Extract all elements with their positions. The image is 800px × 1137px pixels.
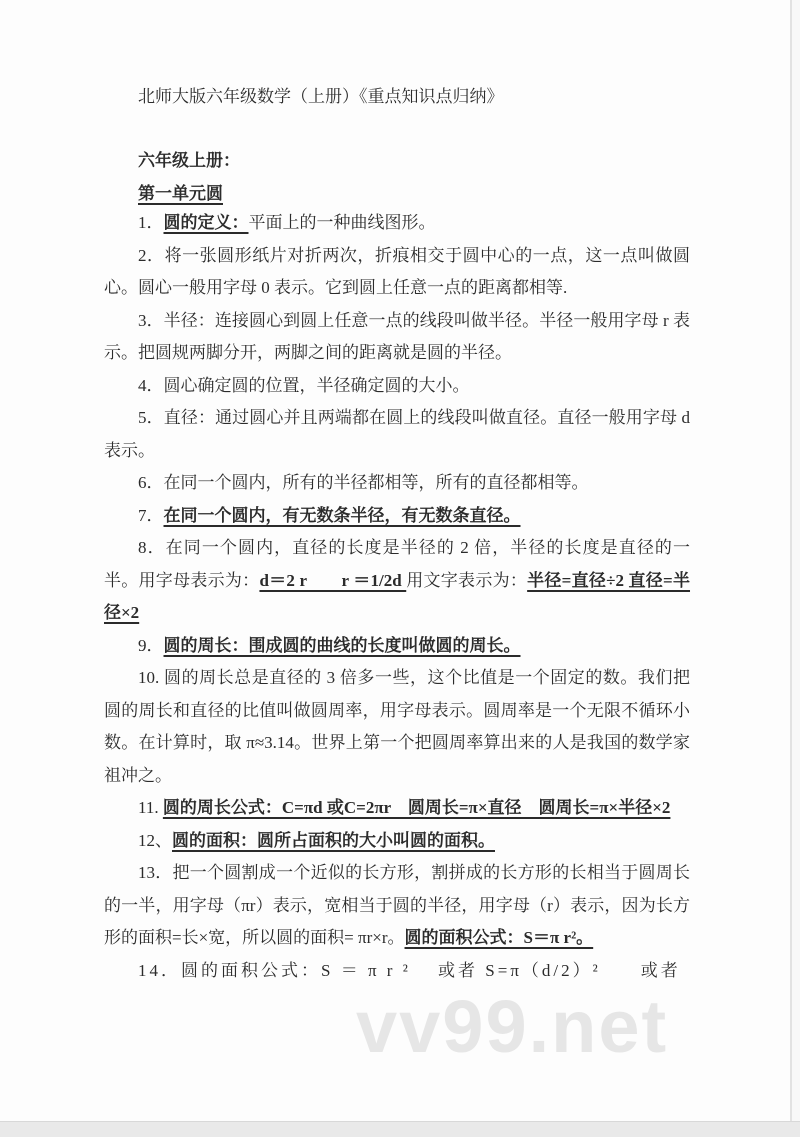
page-bottom-strip <box>0 1121 800 1137</box>
paragraph <box>104 467 690 500</box>
document-subtitle: 六年级上册： <box>138 151 240 170</box>
paragraph <box>104 792 690 825</box>
text-segment: 1． <box>138 213 164 232</box>
text-segment: 14．圆的面积公式：S ＝ π r ² 或者 S=π（d/2）² 或者 <box>138 960 681 980</box>
paragraph <box>104 857 690 955</box>
paragraph <box>104 500 690 533</box>
watermark: vv99.net <box>356 985 669 1068</box>
paragraph <box>104 207 690 240</box>
text-segment: 4．圆心确定圆的位置，半径确定圆的大小。 <box>138 375 470 395</box>
paragraph <box>104 955 690 988</box>
paragraph <box>104 370 690 403</box>
paragraph <box>104 662 690 792</box>
text-segment: 10. 圆的周长总是直径的 3 倍多一些，这个比值是一个固定的数。我们把圆的周长和直径的比值叫做圆周率，用字母表示。圆周率是一个无限不循环小数。在计算时，取 π≈3.14。世界上第一个把圆周率算出来的人是我国的数学家祖冲之。 <box>104 668 690 785</box>
text-segment: 圆的定义： <box>163 213 249 232</box>
text-segment: 7． <box>138 505 164 525</box>
text-segment: 11. <box>138 798 163 817</box>
text-segment: 5．直径：通过圆心并且两端都在圆上的线段叫做直径。直径一般用字母 d 表示。 <box>104 408 690 460</box>
text-segment: 9． <box>138 635 164 655</box>
text-segment: 圆的面积公式：S＝π r²。 <box>404 928 594 947</box>
document-header-title: 北师大版六年级数学（上册）《重点知识点归纳》 <box>138 87 504 106</box>
paragraph <box>104 630 690 663</box>
text-segment: 8．在同一个圆内，直径的长度是半径的 2 倍，半径的长度是直径的一半。用字母表示为： <box>104 538 690 590</box>
page-right-edge <box>790 0 792 1121</box>
paragraphs <box>104 207 690 987</box>
text-segment: 圆的面积：圆所占面积的大小叫圆的面积。 <box>172 830 495 850</box>
text-segment: 用文字表示为： <box>406 570 528 590</box>
text-segment: 半径=直径÷2 直径=半径×2 <box>104 570 691 622</box>
text-segment: 3．半径：连接圆心到圆上任意一点的线段叫做半径。半径一般用字母 r 表示。把圆规两脚分开，两脚之间的距离就是圆的半径。 <box>104 310 690 362</box>
text-segment: 12、 <box>138 830 172 850</box>
paragraph <box>104 402 690 467</box>
paragraph <box>104 532 690 630</box>
text-segment: 平面上的一种曲线图形。 <box>248 213 436 232</box>
section-title-text: 第一单元圆 <box>138 184 223 203</box>
text-segment: 圆的周长公式：C=πd 或C=2πr 圆周长=π×直径 圆周长=π×半径×2 <box>162 798 671 817</box>
paragraph <box>104 240 690 305</box>
paragraph <box>104 305 690 370</box>
text-segment: d＝2 r r ＝1/2d <box>259 570 407 590</box>
text-segment: 在同一个圆内，有无数条半径，有无数条直径。 <box>163 505 521 525</box>
paragraph <box>104 825 690 858</box>
section-title <box>104 181 690 207</box>
text-segment: 2．将一张圆形纸片对折两次，折痕相交于圆中心的一点，这一点叫做圆心。圆心一般用字母 0 表示。它到圆上任意一点的距离都相等. <box>104 245 690 297</box>
page-right-gutter <box>792 0 800 1121</box>
document-content <box>104 84 690 987</box>
text-segment: 6．在同一个圆内，所有的半径都相等，所有的直径都相等。 <box>138 473 589 492</box>
text-segment: 圆的周长：围成圆的曲线的长度叫做圆的周长。 <box>163 635 521 655</box>
text-segment: 13．把一个圆割成一个近似的长方形，割拼成的长方形的长相当于圆周长的一半，用字母（πr）表示，宽相当于圆的半径，用字母（r）表示，因为长方形的面积=长×宽，所以圆的面积= πr×r。 <box>104 863 690 947</box>
